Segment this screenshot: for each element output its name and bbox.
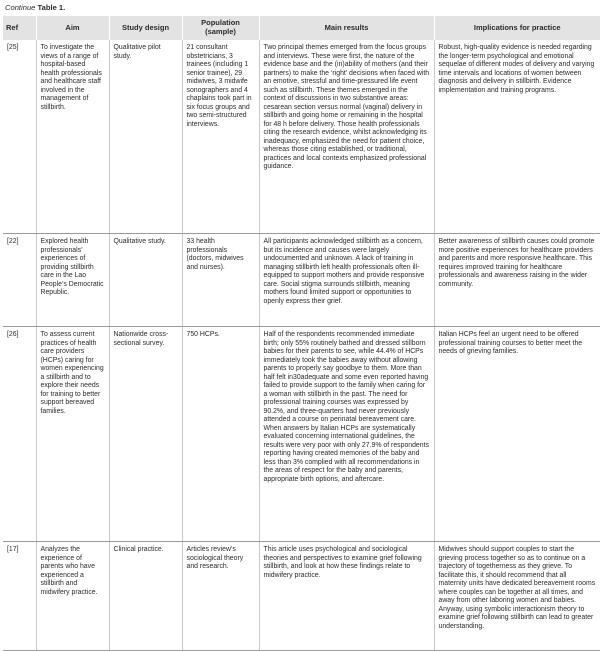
cell-study-design: Clinical practice.	[109, 542, 182, 651]
cell-study-design: Nationwide cross-sectional survey.	[109, 327, 182, 542]
cell-aim: To investigate the views of a range of hospital-based health professionals and healthcare staff involved in the management of stillbirth.	[36, 40, 109, 234]
column-header-population: Population (sample)	[182, 16, 259, 40]
column-header-main-results: Main results	[259, 16, 434, 40]
cell-population: Articles review’s sociological theory and research.	[182, 542, 259, 651]
cell-implications: Midwives should support couples to start the grieving process together so as to continue on a trajectory of togetherness as they grieve. To facilitate this, it should recommend that all maternity units have dedicated bereavement rooms where couples can be together at all times, and away from other laboring women and babies. Anyway, using symbolic interactionism theory to examine grief following stillbirth can lead to greater understanding.	[434, 542, 600, 651]
cell-main-results: Two principal themes emerged from the focus groups and interviews. These were first, the nature of the evidence base and the (in)ability of mothers (and their partners) to make the ‘right’ decisions when faced with an emotive, stressful and time-pressured life event such as stillbirth. These themes emerged in the context of discussions in two substantive areas: cesarean section versus normal (vaginal) delivery in stillbirth and going home or remaining in the hospital for 48 h before delivery. Those health professionals citing the research evidence, whilst acknowledging its inadequacy, emphasized the need for patient choice, whereas those citing established, or traditional, practices and local contexts emphasized professional guidance.	[259, 40, 434, 234]
cell-implications: Italian HCPs feel an urgent need to be offered professional training courses to better meet the needs of grieving families.	[434, 327, 600, 542]
table-row	[3, 40, 600, 234]
column-header-aim: Aim	[36, 16, 109, 40]
cell-aim: To assess current practices of health care providers (HCPs) caring for women experiencing a stillbirth and to explore their needs for training to better support bereaved families.	[36, 327, 109, 542]
table-row	[3, 234, 600, 327]
table-header-row	[3, 16, 600, 40]
table-row	[3, 327, 600, 542]
cell-ref: [26]	[3, 327, 36, 542]
column-header-study-design: Study design	[109, 16, 182, 40]
cell-ref: [22]	[3, 234, 36, 327]
cell-aim: Explored health professionals’ experiences of providing stillbirth care in the Lao People’s Democratic Republic.	[36, 234, 109, 327]
cell-implications: Robust, high-quality evidence is needed regarding the longer-term psychological and emotional sequelae of different modes of delivery and varying time intervals and locations of women between diagnosis and delivery in stillbirth. Evidence implementation and training programs.	[434, 40, 600, 234]
cell-main-results: All participants acknowledged stillbirth as a concern, but its incidence and causes were largely undocumented and unknown. A lack of training in managing stillbirth left health professionals often ill-equipped to support mothers and provide responsive care. Social stigma surrounds stillbirth, meaning mothers found limited support or opportunities to openly express their grief.	[259, 234, 434, 327]
column-header-ref: Ref	[3, 16, 36, 40]
cell-population: 33 health professionals (doctors, midwives and nurses).	[182, 234, 259, 327]
column-header-implications: Implications for practice	[434, 16, 600, 40]
cell-ref: [25]	[3, 40, 36, 234]
cell-implications: Better awareness of stillbirth causes could promote more positive experiences for healthcare providers and parents and more responsive healthcare. This requires improved training for healthcare professionals and awareness raising in the wider community.	[434, 234, 600, 327]
cell-aim: Analyzes the experience of parents who have experienced a stillbirth and midwifery practice.	[36, 542, 109, 651]
cell-study-design: Qualitative pilot study.	[109, 40, 182, 234]
table-caption	[5, 3, 65, 13]
caption-continue: Continue	[5, 3, 36, 12]
cell-study-design: Qualitative study.	[109, 234, 182, 327]
cell-population: 750 HCPs.	[182, 327, 259, 542]
studies-table	[3, 16, 600, 651]
cell-population: 21 consultant obstetricians, 3 trainees (including 1 senior trainee), 29 midwives, 3 midwife sonographers and 4 chaplains took part in six focus groups and two semi-structured interviews.	[182, 40, 259, 234]
cell-ref: [17]	[3, 542, 36, 651]
caption-label: Table 1.	[37, 3, 66, 12]
cell-main-results: This article uses psychological and sociological theories and perspectives to examine grief following stillbirth, and look at how these findings relate to midwifery practice.	[259, 542, 434, 651]
cell-main-results: Half of the respondents recommended immediate birth; only 55% routinely bathed and dressed stillborn babies for their parents to see, while 44.4% of HCPs immediately took the babies away without allowing parents to properly say goodbye to them. More than half felt in30adequate and some even reported having failed to provide support to the family when caring for a woman with stillbirth in the past. The need for professional training courses was expressed by 90.2%, and three-quarters had never previously attended a course on perinatal bereavement care. When answers by Italian HCPs are systematically evaluated concerning international guidelines, the results were very poor with only 27.9% of respondents reporting having created memories of the baby and less than 3% complied with all recommendations in the areas of respect for the baby and parents, appropriate birth options, and aftercare.	[259, 327, 434, 542]
table-row	[3, 542, 600, 651]
